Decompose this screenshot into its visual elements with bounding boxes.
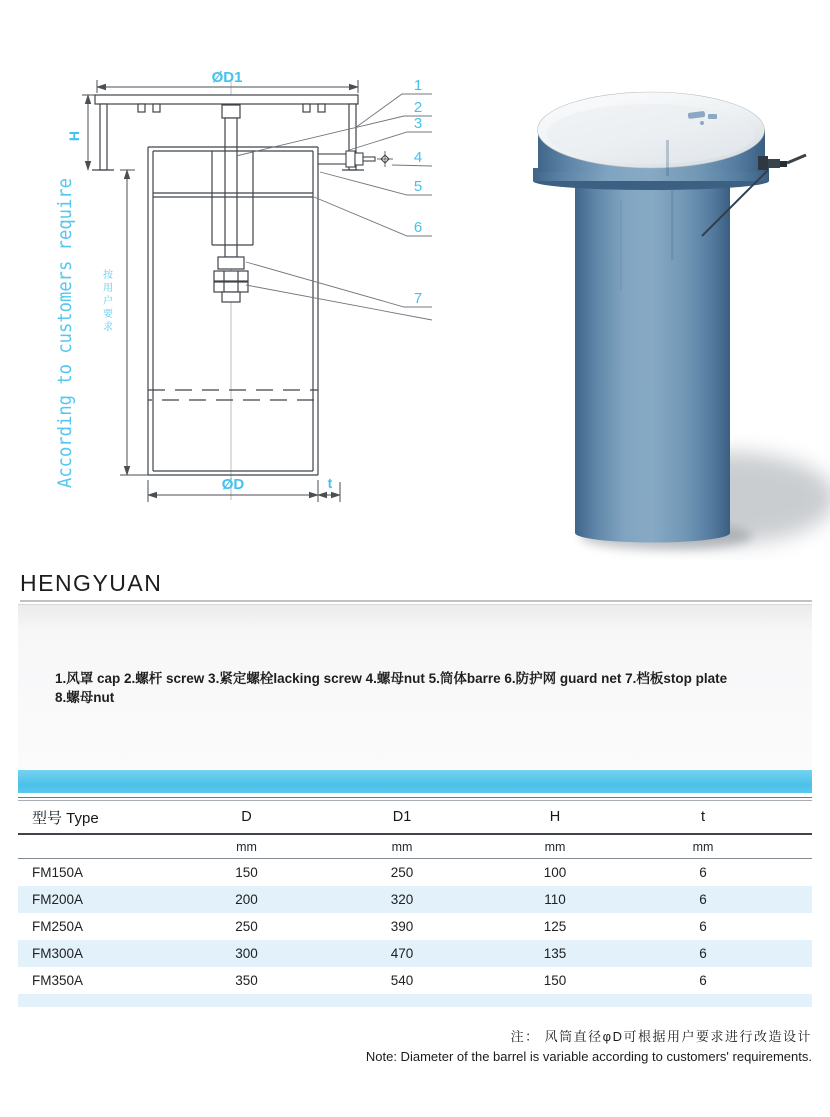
leader-lines bbox=[236, 94, 432, 320]
part-number-5: 5 bbox=[413, 178, 423, 195]
table-accent-bar bbox=[18, 770, 812, 793]
cell-t: 6 bbox=[699, 919, 707, 934]
table-header-row bbox=[18, 801, 812, 835]
dim-t-label: t bbox=[327, 475, 333, 491]
cell-type: FM200A bbox=[32, 892, 84, 907]
cell-type: FM350A bbox=[32, 973, 84, 988]
dim-d1-label: ØD1 bbox=[211, 69, 243, 86]
footnote-en: Note: Diameter of the barrel is variable according to customers' requirements. bbox=[365, 1049, 812, 1064]
header-t: t bbox=[700, 809, 706, 825]
parts-legend-line1: 1.风罩 cap 2.螺杆 screw 3.紧定螺栓lacking screw 4.螺母nut 5.筒体barre 6.防护网 guard net 7.档板stop plate bbox=[55, 671, 728, 686]
cell-t: 6 bbox=[699, 946, 707, 961]
cell-d: 350 bbox=[235, 973, 258, 988]
cell-d1: 320 bbox=[390, 892, 414, 907]
cell-t: 6 bbox=[699, 892, 707, 907]
part-number-4: 4 bbox=[413, 149, 423, 166]
header-h: H bbox=[549, 809, 561, 825]
cell-h: 110 bbox=[544, 892, 566, 907]
table-footer-band bbox=[18, 994, 812, 1007]
technical-drawing bbox=[40, 30, 470, 565]
cell-d1: 250 bbox=[390, 865, 414, 880]
brand-divider bbox=[20, 600, 812, 602]
cell-t: 6 bbox=[699, 973, 707, 988]
vertical-note-cn: 按用户要求 bbox=[103, 270, 113, 333]
unit-d: mm bbox=[236, 839, 257, 854]
header-d: D bbox=[241, 809, 252, 825]
footnote-cn: 注： 风筒直径φD可根据用户要求进行改造设计 bbox=[510, 1029, 812, 1044]
dim-d-label: ØD bbox=[221, 476, 245, 493]
table-row bbox=[18, 940, 812, 967]
cell-d: 300 bbox=[235, 946, 258, 961]
cell-d1: 470 bbox=[390, 946, 414, 961]
part-number-2: 2 bbox=[413, 99, 423, 116]
cell-d: 150 bbox=[235, 865, 258, 880]
cell-d1: 390 bbox=[390, 919, 414, 934]
cell-d: 200 bbox=[235, 892, 258, 907]
dim-length-lines bbox=[120, 170, 148, 475]
cell-type: FM150A bbox=[32, 865, 84, 880]
legend-panel bbox=[18, 604, 812, 769]
cell-d1: 540 bbox=[390, 973, 414, 988]
cell-type: FM250A bbox=[32, 919, 84, 934]
dim-h-lines bbox=[82, 95, 95, 170]
part-numbers bbox=[414, 77, 422, 307]
cell-d: 250 bbox=[235, 919, 258, 934]
vertical-note-en: According to customers require bbox=[54, 144, 76, 488]
table-row bbox=[18, 859, 812, 886]
product-photo bbox=[470, 50, 830, 560]
part-number-6: 6 bbox=[413, 219, 423, 236]
parts-legend-line2: 8.螺母nut bbox=[55, 690, 115, 705]
photo-cap bbox=[533, 92, 769, 190]
cell-h: 125 bbox=[543, 919, 567, 934]
part-number-7: 7 bbox=[413, 290, 423, 307]
header-type: 型号 Type bbox=[32, 809, 99, 827]
screw-stem bbox=[222, 105, 240, 257]
part-number-3: 3 bbox=[413, 115, 423, 132]
table-row bbox=[18, 913, 812, 940]
cell-h: 100 bbox=[543, 865, 567, 880]
cell-type: FM300A bbox=[32, 946, 84, 961]
unit-d1: mm bbox=[391, 839, 413, 854]
nut-stack bbox=[214, 257, 248, 302]
dim-h-label: H bbox=[66, 130, 82, 142]
spec-table bbox=[18, 770, 812, 1007]
footnote bbox=[366, 1026, 812, 1064]
unit-t: mm bbox=[692, 839, 714, 854]
parts-legend bbox=[55, 669, 775, 707]
unit-h: mm bbox=[544, 839, 566, 854]
table-row bbox=[18, 967, 812, 994]
cell-t: 6 bbox=[699, 865, 707, 880]
table-row bbox=[18, 886, 812, 913]
table-units-row bbox=[18, 835, 812, 859]
header-d1: D1 bbox=[392, 809, 412, 825]
cell-h: 135 bbox=[543, 946, 567, 961]
brand-title: HENGYUAN bbox=[20, 570, 163, 596]
locking-screw bbox=[318, 151, 393, 167]
part-number-1: 1 bbox=[413, 77, 423, 94]
cell-h: 150 bbox=[543, 973, 567, 988]
